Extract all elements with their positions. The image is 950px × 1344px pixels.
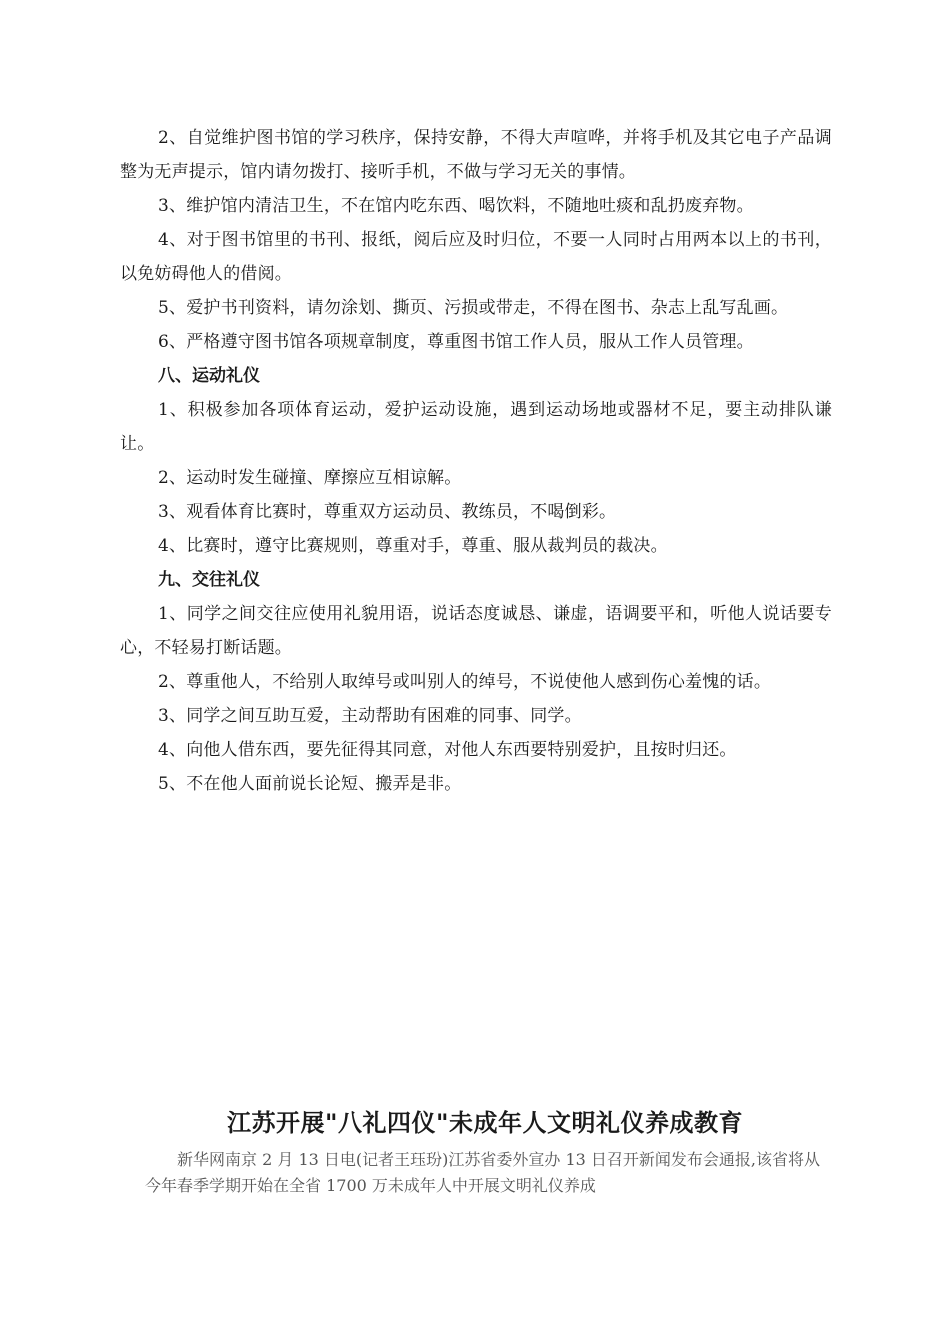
library-rule-4: 4、对于图书馆里的书刊、报纸，阅后应及时归位，不要一人同时占用两本以上的书刊，以免妨碍他人的借阅。 xyxy=(120,230,832,284)
sports-rule-3: 3、观看体育比赛时，尊重双方运动员、教练员，不喝倒彩。 xyxy=(158,502,617,522)
social-rule-2: 2、尊重他人，不给别人取绰号或叫别人的绰号，不说使他人感到伤心羞愧的话。 xyxy=(158,672,772,692)
etiquette-rules-section xyxy=(120,121,832,801)
library-rule-3: 3、维护馆内清洁卫生，不在馆内吃东西、喝饮料，不随地吐痰和乱扔废弃物。 xyxy=(158,196,754,216)
social-etiquette-heading: 九、交往礼仪 xyxy=(158,570,260,590)
news-article-section xyxy=(145,1103,825,1199)
news-body: 新华网南京 2 月 13 日电(记者王珏玢)江苏省委外宣办 13 日召开新闻发布会通报,该省将从今年春季学期开始在全省 1700 万未成年人中开展文明礼仪养成 xyxy=(145,1150,820,1195)
social-rule-5: 5、不在他人面前说长论短、搬弄是非。 xyxy=(158,774,462,794)
sports-rule-4: 4、比赛时，遵守比赛规则，尊重对手，尊重、服从裁判员的裁决。 xyxy=(158,536,668,556)
library-rule-5: 5、爱护书刊资料，请勿涂划、撕页、污损或带走，不得在图书、杂志上乱写乱画。 xyxy=(158,298,789,318)
sports-etiquette-heading: 八、运动礼仪 xyxy=(158,366,260,386)
library-rule-2: 2、自觉维护图书馆的学习秩序，保持安静，不得大声喧哗，并将手机及其它电子产品调整为无声提示，馆内请勿拨打、接听手机，不做与学习无关的事情。 xyxy=(120,128,832,182)
sports-rule-2: 2、运动时发生碰撞、摩擦应互相谅解。 xyxy=(158,468,462,488)
news-title: 江苏开展"八礼四仪"未成年人文明礼仪养成教育 xyxy=(226,1109,743,1137)
library-rule-6: 6、严格遵守图书馆各项规章制度，尊重图书馆工作人员，服从工作人员管理。 xyxy=(158,332,754,352)
social-rule-4: 4、向他人借东西，要先征得其同意，对他人东西要特别爱护，且按时归还。 xyxy=(158,740,737,760)
social-rule-3: 3、同学之间互助互爱，主动帮助有困难的同事、同学。 xyxy=(158,706,582,726)
sports-rule-1: 1、积极参加各项体育运动，爱护运动设施，遇到运动场地或器材不足，要主动排队谦让。 xyxy=(120,400,832,454)
social-rule-1: 1、同学之间交往应使用礼貌用语，说话态度诚恳、谦虚，语调要平和，听他人说话要专心，不轻易打断话题。 xyxy=(120,604,832,658)
